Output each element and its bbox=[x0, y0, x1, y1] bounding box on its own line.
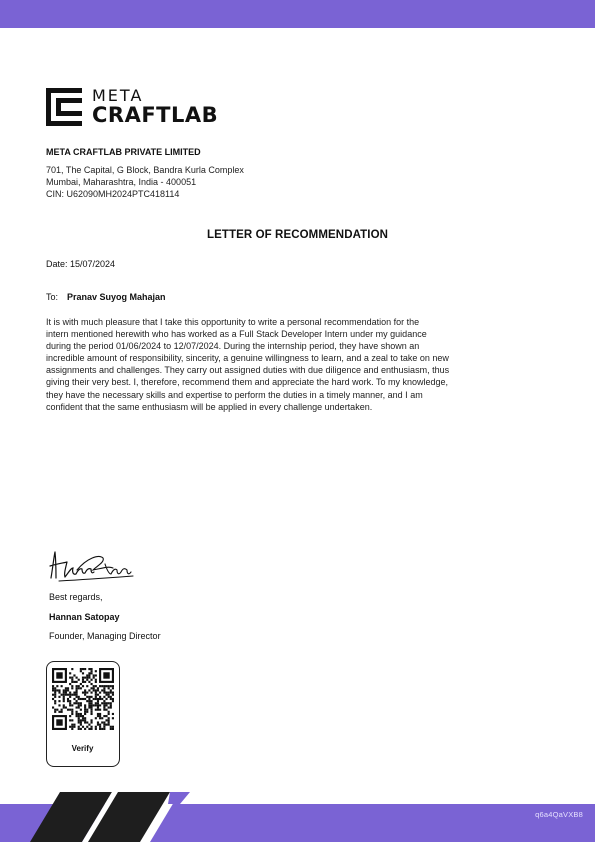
verification-code: q6a4QaVXB8 bbox=[535, 810, 583, 819]
body-line: intern mentioned herewith who has worked as a Full Stack Developer Intern under my guidance bbox=[46, 329, 427, 340]
logo-mark-icon bbox=[46, 88, 82, 126]
body-line: giving their very best. I, therefore, recommend them and appreciate the hard work. To my knowledge, bbox=[46, 377, 449, 388]
signer-role: Founder, Managing Director bbox=[49, 631, 161, 641]
body-line: they have the necessary skills and expertise to perform the duties in a timely manner, and I am bbox=[46, 389, 423, 400]
company-address-line1: 701, The Capital, G Block, Bandra Kurla Complex bbox=[46, 165, 244, 175]
logo-text-bottom: CRAFTLAB bbox=[92, 103, 219, 127]
verify-label: Verify bbox=[71, 744, 94, 753]
closing-regards: Best regards, bbox=[49, 592, 103, 602]
verify-qr-card[interactable] bbox=[46, 661, 120, 767]
company-address-line2: Mumbai, Maharashtra, India - 400051 bbox=[46, 177, 197, 187]
body-line: assignments and challenges. They carry out assigned duties with due diligence and enthusiasm, thus bbox=[46, 365, 450, 376]
logo-text-top: META bbox=[92, 86, 144, 105]
body-line: confident that the same enthusiasm will be applied in every challenge undertaken. bbox=[46, 401, 373, 412]
company-cin: CIN: U62090MH2024PTC418114 bbox=[46, 189, 180, 199]
bottom-decorative-band bbox=[0, 790, 595, 842]
recipient-name: Pranav Suyog Mahajan bbox=[67, 292, 166, 302]
top-accent-band bbox=[0, 0, 595, 28]
company-name: META CRAFTLAB PRIVATE LIMITED bbox=[46, 147, 201, 157]
company-logo bbox=[46, 88, 226, 128]
handwritten-signature bbox=[47, 548, 137, 584]
recipient-label: To: bbox=[46, 292, 59, 302]
body-line: It is with much pleasure that I take this opportunity to write a personal recommendation for the bbox=[46, 317, 420, 327]
letter-body bbox=[46, 316, 551, 413]
qr-code-icon bbox=[52, 668, 114, 730]
body-line: during the period 01/06/2024 to 12/07/2024. During the internship period, they have shown an bbox=[46, 341, 420, 352]
body-line: incredible amount of responsibility, sincerity, a genuine willingness to learn, and a zeal to take on new bbox=[46, 353, 449, 364]
letter-title: LETTER OF RECOMMENDATION bbox=[206, 229, 389, 241]
letter-date: Date: 15/07/2024 bbox=[46, 259, 116, 269]
signer-name: Hannan Satopay bbox=[49, 612, 120, 622]
